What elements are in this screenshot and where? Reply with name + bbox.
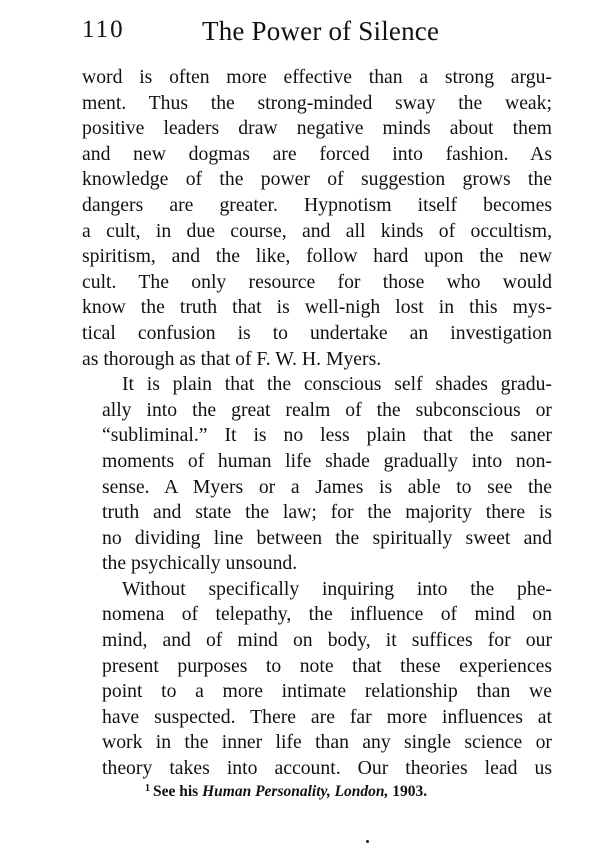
print-speck — [366, 840, 369, 843]
text-line: a cult, in due course, and all kinds of occultism, — [82, 219, 552, 242]
text-line: work in the inner life than any single science or — [102, 731, 552, 754]
paragraph-1 — [82, 65, 552, 372]
text-line: Without specifically inquiring into the phe- — [122, 577, 552, 600]
text-line: truth and state the law; for the majority there is — [102, 501, 552, 524]
text-line: no dividing line between the spiritually sweet and — [102, 526, 552, 549]
text-line: dangers are greater. Hypnotism itself becomes — [82, 193, 552, 216]
footnote — [145, 779, 525, 802]
text-line: knowledge of the power of suggestion grows the — [82, 168, 552, 191]
paragraph-2 — [82, 372, 552, 577]
text-line: the psychically unsound. — [102, 552, 298, 575]
text-line: point to a more intimate relationship than we — [102, 680, 552, 703]
paragraph-3 — [82, 577, 552, 782]
text-line: It is plain that the conscious self shades gradu- — [122, 373, 552, 396]
text-line: ally into the great realm of the subconscious or — [102, 398, 552, 421]
running-title: The Power of Silence — [202, 16, 440, 46]
text-line: mind, and of mind on body, it suffices for our — [102, 629, 552, 652]
footnote-prefix: See his — [153, 783, 203, 800]
footnote-suffix: 1903. — [388, 783, 428, 800]
text-line: ment. Thus the strong-minded sway the weak; — [82, 91, 552, 114]
text-line: sense. A Myers or a James is able to see the — [102, 475, 552, 498]
body-text — [82, 65, 552, 782]
text-line: tical confusion is to undertake an investigation — [82, 321, 552, 344]
text-line: cult. The only resource for those who would — [82, 270, 552, 293]
text-line: know the truth that is well-nigh lost in this mys- — [82, 296, 552, 319]
text-line: have suspected. There are far more influences at — [102, 705, 552, 728]
text-line: spiritism, and the like, follow hard upon the new — [82, 245, 552, 268]
text-line: theory takes into account. Our theories lead us — [102, 757, 552, 780]
text-line: nomena of telepathy, the influence of mind on — [102, 603, 552, 626]
page-number: 110 — [82, 16, 125, 43]
text-line: word is often more effective than a strong argu- — [82, 66, 552, 88]
footnote-title: Human Personality, London, — [202, 783, 389, 800]
text-line: present purposes to note that these experiences — [102, 654, 552, 677]
text-line: and new dogmas are forced into fashion. As — [82, 142, 552, 165]
text-line: “subliminal.” It is no less plain that the saner — [102, 424, 552, 447]
text-line: moments of human life shade gradually into non- — [102, 449, 552, 472]
page-header — [82, 12, 552, 48]
footnote-marker: 1 — [145, 783, 150, 794]
text-line: positive leaders draw negative minds about them — [82, 117, 552, 140]
text-line: as thorough as that of F. W. H. Myers. — [82, 347, 382, 370]
